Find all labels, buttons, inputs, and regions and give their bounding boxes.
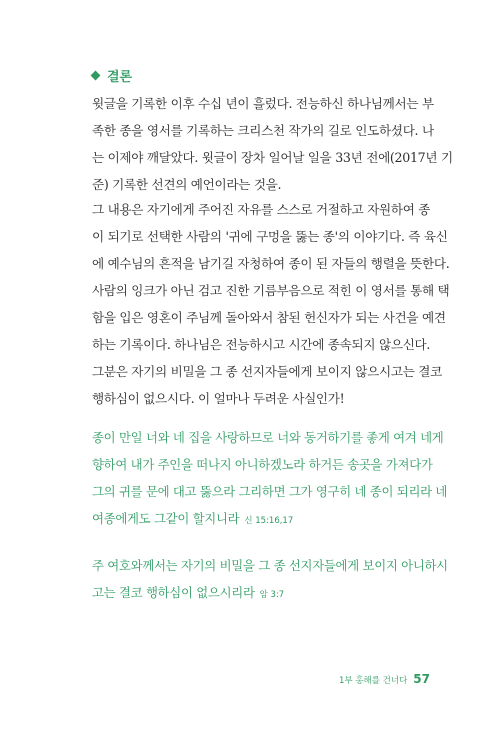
body-line: 행하심이 없으시다. 이 얼마나 두려운 사실인가! (92, 391, 345, 406)
quote-line: 종이 만일 너와 네 집을 사랑하므로 너와 동거하기를 좋게 여겨 네게 (92, 430, 444, 445)
quote-line: 주 여호와께서는 자기의 비밀을 그 종 선지자들에게 보이지 아니하시 (92, 558, 448, 573)
body-line: 윗글을 기록한 이후 수십 년이 흘렀다. 전능하신 하나님께서는 부 (92, 96, 434, 111)
body-line: 이 되기로 선택한 사람의 '귀에 구멍을 뚫는 종'의 이야기다. 즉 육신 (92, 229, 448, 244)
quote-text: 여종에게도 그같이 할지니라 (92, 511, 240, 526)
section-heading-title: 결론 (107, 70, 133, 85)
quote-line (92, 509, 293, 529)
quote-text: 고는 결코 행하심이 없으시리라 (92, 585, 255, 600)
diamond-bullet-icon (91, 71, 101, 81)
body-line: 그 내용은 자기에게 주어진 자유를 스스로 거절하고 자원하여 종 (92, 202, 431, 217)
page-number: 57 (413, 672, 430, 686)
body-line: 준) 기록한 선견의 예언이라는 것을. (92, 177, 282, 192)
scripture-reference: 암 3:7 (259, 590, 285, 600)
page-footer (339, 672, 430, 686)
body-line: 사람의 잉크가 아닌 검고 진한 기름부음으로 적힌 이 영서를 통해 택 (92, 283, 450, 298)
section-heading (92, 66, 132, 85)
body-line: 는 이제야 깨달았다. 윗글이 장차 일어날 일을 33년 전에(2017년 기 (92, 150, 453, 165)
body-line: 그분은 자기의 비밀을 그 종 선지자들에게 보이지 않으시고는 결코 (92, 364, 442, 379)
chapter-title: 1부 홍해를 건너다 (339, 676, 408, 686)
quote-line: 그의 귀를 문에 대고 뚫으라 그리하면 그가 영구히 네 종이 되리라 네 (92, 484, 448, 499)
body-line: 함을 입은 영혼이 주님께 돌아와서 참된 헌신자가 되는 사건을 예견 (92, 310, 446, 325)
quote-line (92, 583, 284, 603)
body-line: 족한 종을 영서를 기록하는 크리스천 작가의 길로 인도하셨다. 나 (92, 123, 434, 138)
body-line: 하는 기록이다. 하나님은 전능하시고 시간에 종속되지 않으신다. (92, 337, 431, 352)
scripture-reference: 신 15:16,17 (244, 516, 294, 526)
body-line: 에 예수님의 흔적을 남기길 자청하여 종이 된 자들의 행렬을 뜻한다. (92, 256, 450, 271)
quote-line: 향하여 내가 주인을 떠나지 아니하겠노라 하거든 송곳을 가져다가 (92, 457, 433, 472)
